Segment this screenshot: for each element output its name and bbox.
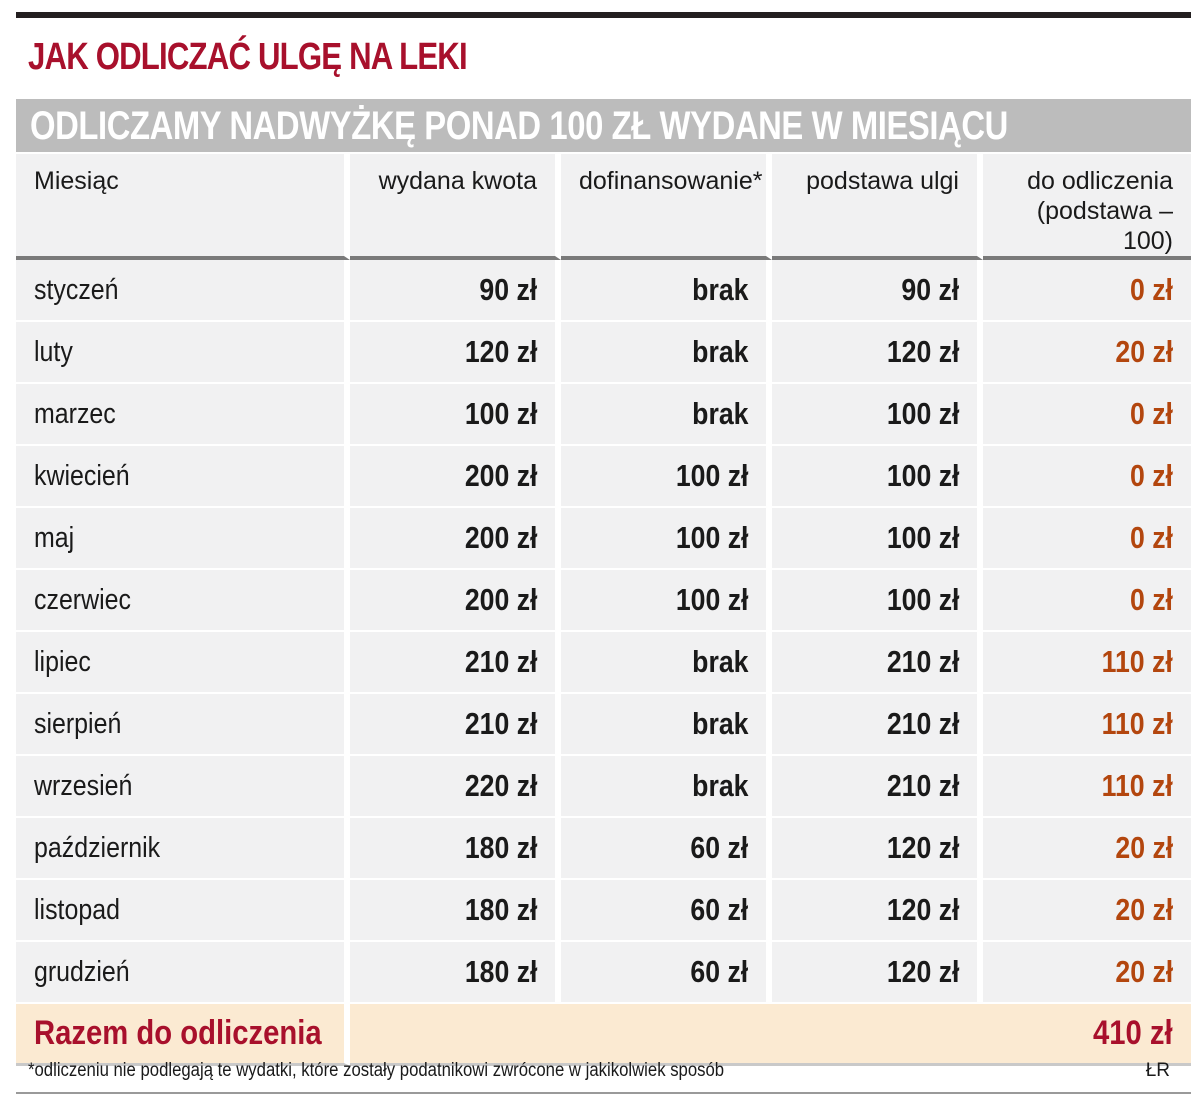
cell-deduction [983, 632, 1191, 694]
cell-spent [350, 384, 561, 446]
cell-spent-text: 210 zł [464, 706, 537, 741]
cell-month [16, 446, 350, 508]
cell-cofinancing-text: 60 zł [690, 830, 748, 865]
cell-month-text: luty [34, 335, 73, 368]
cell-cofinancing [561, 942, 772, 1004]
cell-month [16, 756, 350, 818]
cell-base-text: 120 zł [886, 334, 959, 369]
cell-deduction [983, 942, 1191, 1004]
table-row [16, 632, 1191, 694]
cell-cofinancing [561, 446, 772, 508]
cell-cofinancing-text: brak [691, 396, 748, 431]
cell-month-text: październik [34, 831, 161, 864]
cell-base-text: 120 zł [886, 954, 959, 989]
cell-month-text: czerwiec [34, 583, 132, 616]
cell-month-text: listopad [34, 893, 120, 926]
table-row [16, 446, 1191, 508]
cell-spent-text: 220 zł [464, 768, 537, 803]
table-row [16, 942, 1191, 1004]
cell-spent [350, 756, 561, 818]
cell-cofinancing-text: brak [691, 334, 748, 369]
cell-deduction-text: 20 zł [1115, 830, 1173, 865]
cell-spent-text: 180 zł [464, 830, 537, 865]
cell-deduction [983, 508, 1191, 570]
table-row [16, 508, 1191, 570]
cell-base-text: 100 zł [886, 396, 959, 431]
cell-deduction [983, 446, 1191, 508]
cell-month-text: lipiec [34, 645, 91, 678]
cell-month [16, 260, 350, 322]
cell-spent [350, 818, 561, 880]
cell-spent [350, 632, 561, 694]
cell-month-text: sierpień [34, 707, 122, 740]
cell-spent-text: 180 zł [464, 954, 537, 989]
cell-base [772, 694, 983, 756]
cell-base-text: 210 zł [886, 768, 959, 803]
cell-deduction [983, 880, 1191, 942]
column-header-base: podstawa ulgi [772, 154, 983, 260]
cell-spent-text: 90 zł [479, 272, 537, 307]
cell-base-text: 210 zł [886, 706, 959, 741]
cell-deduction-text: 110 zł [1101, 768, 1173, 803]
cell-month [16, 384, 350, 446]
cell-deduction-text: 0 zł [1130, 520, 1173, 555]
cell-month-text: styczeń [34, 273, 119, 306]
cell-cofinancing [561, 508, 772, 570]
table-row [16, 260, 1191, 322]
cell-base [772, 322, 983, 384]
cell-cofinancing-text: 100 zł [675, 582, 748, 617]
cell-base [772, 260, 983, 322]
header-row [16, 154, 1191, 260]
bottom-rule [16, 1092, 1191, 1094]
cell-base-text: 120 zł [886, 830, 959, 865]
top-rule [16, 12, 1191, 18]
cell-deduction [983, 384, 1191, 446]
source-credit: ŁR [1145, 1060, 1170, 1081]
cell-base-text: 100 zł [886, 582, 959, 617]
cell-base [772, 446, 983, 508]
cell-spent [350, 880, 561, 942]
cell-cofinancing [561, 384, 772, 446]
table-row [16, 384, 1191, 446]
cell-spent [350, 322, 561, 384]
cell-month-text: marzec [34, 397, 116, 430]
total-label-text: Razem do odliczenia [34, 1014, 322, 1052]
cell-spent-text: 180 zł [464, 892, 537, 927]
table-row [16, 756, 1191, 818]
cell-cofinancing-text: brak [691, 644, 748, 679]
total-row [16, 1004, 1191, 1066]
cell-deduction-text: 0 zł [1130, 396, 1173, 431]
cell-deduction-text: 20 zł [1115, 334, 1173, 369]
cell-cofinancing [561, 818, 772, 880]
cell-deduction-text: 0 zł [1130, 458, 1173, 493]
cell-spent [350, 942, 561, 1004]
cell-deduction [983, 570, 1191, 632]
cell-base [772, 756, 983, 818]
cell-spent [350, 508, 561, 570]
column-header-deduction-line1: do odliczenia [1027, 167, 1173, 195]
cell-cofinancing-text: 100 zł [675, 458, 748, 493]
total-value [350, 1004, 1191, 1066]
cell-spent-text: 100 zł [464, 396, 537, 431]
cell-spent-text: 120 zł [464, 334, 537, 369]
cell-cofinancing-text: brak [691, 272, 748, 307]
cell-cofinancing [561, 322, 772, 384]
cell-spent [350, 570, 561, 632]
column-header-spent: wydana kwota [350, 154, 561, 260]
cell-cofinancing-text: brak [691, 706, 748, 741]
table-row [16, 694, 1191, 756]
cell-deduction [983, 694, 1191, 756]
cell-deduction [983, 756, 1191, 818]
cell-month-text: grudzień [34, 955, 130, 988]
cell-base [772, 508, 983, 570]
cell-cofinancing [561, 570, 772, 632]
footnote: *odliczeniu nie podlegają te wydatki, które zostały podatnikowi zwrócone w jakikolwiek sposób [28, 1060, 725, 1081]
cell-base [772, 880, 983, 942]
cell-spent-text: 200 zł [464, 458, 537, 493]
cell-deduction [983, 322, 1191, 384]
cell-cofinancing [561, 694, 772, 756]
cell-cofinancing-text: 60 zł [690, 892, 748, 927]
cell-spent-text: 200 zł [464, 582, 537, 617]
cell-base-text: 210 zł [886, 644, 959, 679]
deduction-table [16, 154, 1191, 1066]
cell-deduction-text: 110 zł [1101, 706, 1173, 741]
cell-month-text: wrzesień [34, 769, 133, 802]
column-header-month: Miesiąc [16, 154, 350, 260]
cell-month-text: kwiecień [34, 459, 130, 492]
cell-base [772, 942, 983, 1004]
cell-deduction-text: 0 zł [1130, 582, 1173, 617]
table-row [16, 570, 1191, 632]
cell-month [16, 818, 350, 880]
cell-base-text: 100 zł [886, 520, 959, 555]
table-row [16, 322, 1191, 384]
cell-month [16, 632, 350, 694]
cell-base [772, 384, 983, 446]
cell-base-text: 90 zł [901, 272, 959, 307]
cell-deduction [983, 260, 1191, 322]
column-header-deduction [983, 154, 1191, 260]
cell-deduction-text: 110 zł [1101, 644, 1173, 679]
cell-deduction-text: 20 zł [1115, 954, 1173, 989]
cell-month [16, 508, 350, 570]
cell-month [16, 880, 350, 942]
cell-base [772, 818, 983, 880]
cell-month-text: maj [34, 521, 75, 554]
cell-deduction-text: 0 zł [1130, 272, 1173, 307]
cell-month [16, 322, 350, 384]
cell-cofinancing-text: 100 zł [675, 520, 748, 555]
cell-cofinancing [561, 260, 772, 322]
cell-spent-text: 210 zł [464, 644, 537, 679]
chart-subtitle: ODLICZAMY NADWYŻKĘ PONAD 100 ZŁ WYDANE W MIESIĄCU [30, 104, 1008, 148]
chart-title: JAK ODLICZAĆ ULGĘ NA LEKI [28, 36, 467, 78]
cell-month [16, 570, 350, 632]
cell-base-text: 100 zł [886, 458, 959, 493]
subtitle-bar [16, 99, 1191, 152]
cell-cofinancing [561, 756, 772, 818]
cell-spent [350, 260, 561, 322]
table-row [16, 880, 1191, 942]
table-row [16, 818, 1191, 880]
cell-cofinancing-text: 60 zł [690, 954, 748, 989]
total-value-text: 410 zł [1093, 1014, 1173, 1052]
cell-base [772, 632, 983, 694]
total-label [16, 1004, 350, 1066]
cell-spent [350, 694, 561, 756]
column-header-cofinancing: dofinansowanie* [561, 154, 772, 260]
column-header-deduction-line2: (podstawa – 100) [1036, 197, 1173, 255]
cell-base-text: 120 zł [886, 892, 959, 927]
cell-month [16, 942, 350, 1004]
cell-deduction [983, 818, 1191, 880]
cell-deduction-text: 20 zł [1115, 892, 1173, 927]
cell-base [772, 570, 983, 632]
cell-cofinancing-text: brak [691, 768, 748, 803]
cell-spent [350, 446, 561, 508]
cell-month [16, 694, 350, 756]
cell-cofinancing [561, 632, 772, 694]
cell-spent-text: 200 zł [464, 520, 537, 555]
cell-cofinancing [561, 880, 772, 942]
